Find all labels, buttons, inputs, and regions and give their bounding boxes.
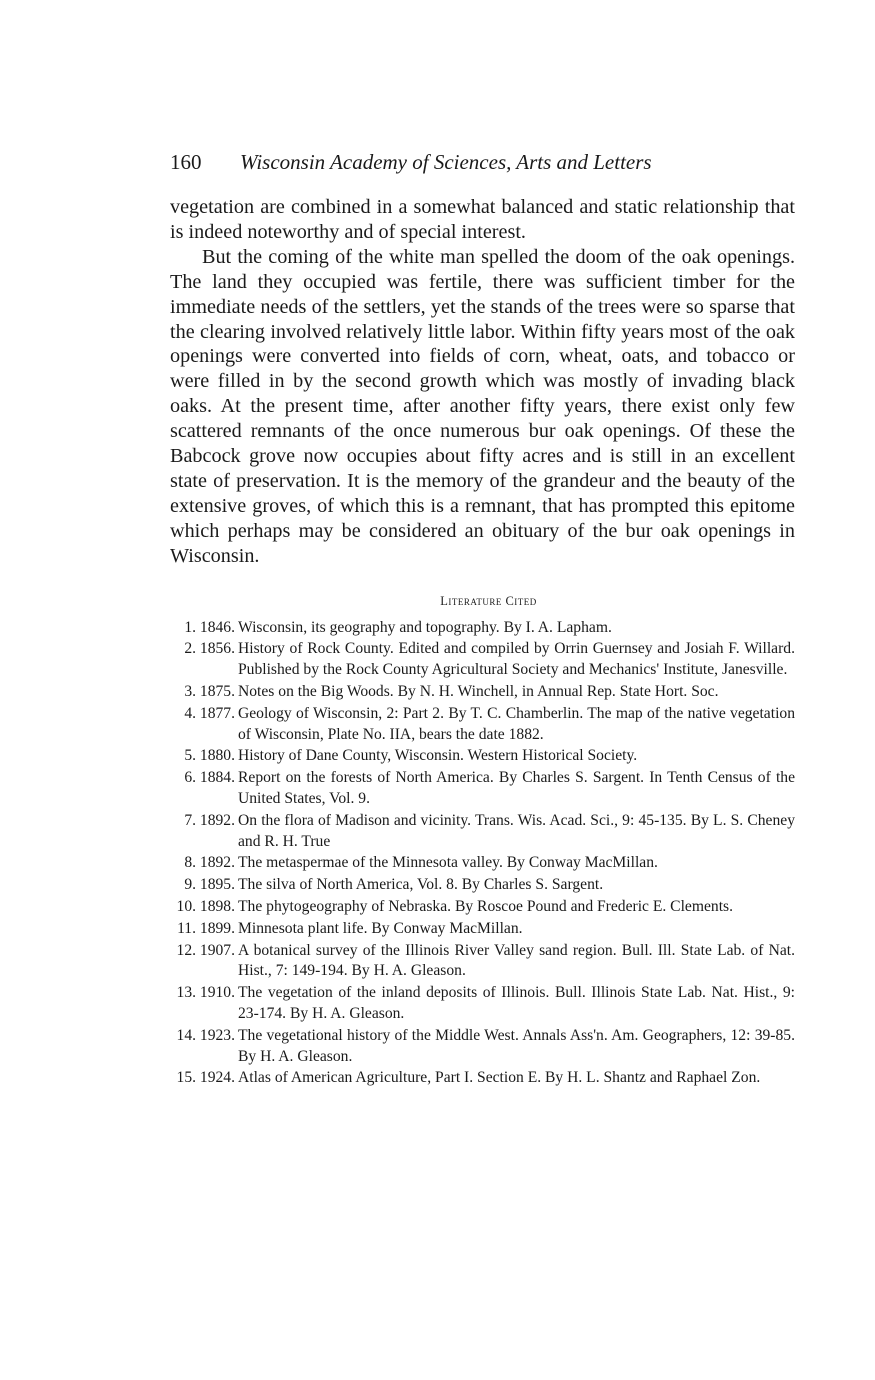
reference-list (170, 618, 795, 1090)
reference-item (170, 1026, 795, 1068)
reference-number: 13. 1910. (176, 984, 235, 1002)
reference-item (170, 811, 795, 853)
paragraph-continued: vegetation are combined in a somewhat balanced and static relationship that is indeed noteworthy and of special interest. (170, 196, 795, 243)
reference-number: 3. 1875. (184, 682, 235, 700)
reference-text: The metaspermae of the Minnesota valley. By Conway MacMillan. (238, 854, 658, 872)
reference-number: 15. 1924. (176, 1069, 235, 1087)
reference-item (170, 618, 795, 639)
reference-text: Wisconsin, its geography and topography. By I. A. Lapham. (238, 618, 612, 636)
reference-item (170, 853, 795, 874)
reference-text: The silva of North America, Vol. 8. By Charles S. Sargent. (238, 876, 604, 894)
reference-item (170, 919, 795, 940)
reference-text: Geology of Wisconsin, 2: Part 2. By T. C. Chamberlin. The map of the native vegetation of Wisconsin, Plate No. IIA, bears the date 1882. (238, 704, 795, 743)
reference-number: 7. 1892. (184, 811, 235, 829)
reference-number: 6. 1884. (184, 769, 235, 787)
reference-item (170, 941, 795, 983)
reference-text: The vegetational history of the Middle West. Annals Ass'n. Am. Geographers, 12: 39-85. By H. A. Gleason. (238, 1026, 795, 1065)
reference-number: 8. 1892. (184, 854, 235, 872)
reference-item (170, 875, 795, 896)
reference-number: 4. 1877. (184, 704, 235, 722)
reference-text: The vegetation of the inland deposits of Illinois. Bull. Illinois State Lab. Nat. Hist., 9: 23-174. By H. A. Gleason. (238, 984, 795, 1022)
literature-cited-heading: Literature Cited (440, 593, 537, 608)
reference-text: Notes on the Big Woods. By N. H. Winchell, in Annual Rep. State Hort. Soc. (238, 682, 719, 700)
reference-text: Atlas of American Agriculture, Part I. Section E. By H. L. Shantz and Raphael Zon. (238, 1069, 761, 1087)
reference-number: 5. 1880. (184, 747, 235, 765)
paragraph-oak-openings: But the coming of the white man spelled the doom of the oak openings. The land they occupied was fertile, there was sufficient timber for the immediate needs of the settlers, yet the stands of the trees were so sparse that the clearing involved relatively little labor. Within fifty years most of the oak openings were converted into fields of corn, wheat, oats, and tobacco or were filled in by the second growth which was mostly of invading black oaks. At the present time, after another fifty years, there exist only few scattered remnants of the once numerous bur oak openings. Of these the Babcock grove now occupies about fifty acres and is still in an excellent state of preservation. It is the memory of the grandeur and the beauty of the extensive groves, of which this is a remnant, that has prompted this epitome which perhaps may be considered an obituary of the bur oak openings in Wisconsin. (170, 245, 795, 567)
reference-item (170, 768, 795, 810)
reference-item (170, 682, 795, 703)
document-page (170, 150, 795, 1090)
page-number: 160 (170, 150, 202, 174)
reference-item (170, 983, 795, 1025)
reference-number: 11. 1899. (177, 919, 235, 937)
reference-item (170, 639, 795, 681)
reference-item (170, 1068, 795, 1089)
reference-number: 14. 1923. (176, 1026, 235, 1044)
reference-number: 2. 1856. (184, 640, 235, 658)
reference-text: History of Rock County. Edited and compiled by Orrin Guernsey and Josiah F. Willard. Published by the Rock County Agricultural Society and Mechanics' Institute, Janesville. (238, 640, 795, 679)
reference-number: 12. 1907. (176, 941, 235, 959)
reference-text: A botanical survey of the Illinois River Valley sand region. Bull. Ill. State Lab. of Nat. Hist., 7: 149-194. By H. A. Gleason. (238, 941, 795, 980)
reference-item (170, 897, 795, 918)
reference-number: 1. 1846. (184, 618, 235, 636)
reference-text: Report on the forests of North America. By Charles S. Sargent. In Tenth Census of the United States, Vol. 9. (238, 769, 795, 807)
body-text (170, 195, 795, 569)
journal-title: Wisconsin Academy of Sciences, Arts and Letters (240, 150, 652, 174)
reference-text: Minnesota plant life. By Conway MacMillan. (238, 919, 523, 937)
reference-item (170, 704, 795, 746)
reference-number: 9. 1895. (184, 876, 235, 894)
reference-item (170, 746, 795, 767)
reference-text: The phytogeography of Nebraska. By Roscoe Pound and Frederic E. Clements. (238, 897, 733, 915)
reference-number: 10. 1898. (176, 897, 235, 915)
reference-text: On the flora of Madison and vicinity. Trans. Wis. Acad. Sci., 9: 45-135. By L. S. Cheney and R. H. True (238, 811, 795, 850)
reference-text: History of Dane County, Wisconsin. Western Historical Society. (238, 747, 638, 765)
running-head (170, 150, 795, 175)
